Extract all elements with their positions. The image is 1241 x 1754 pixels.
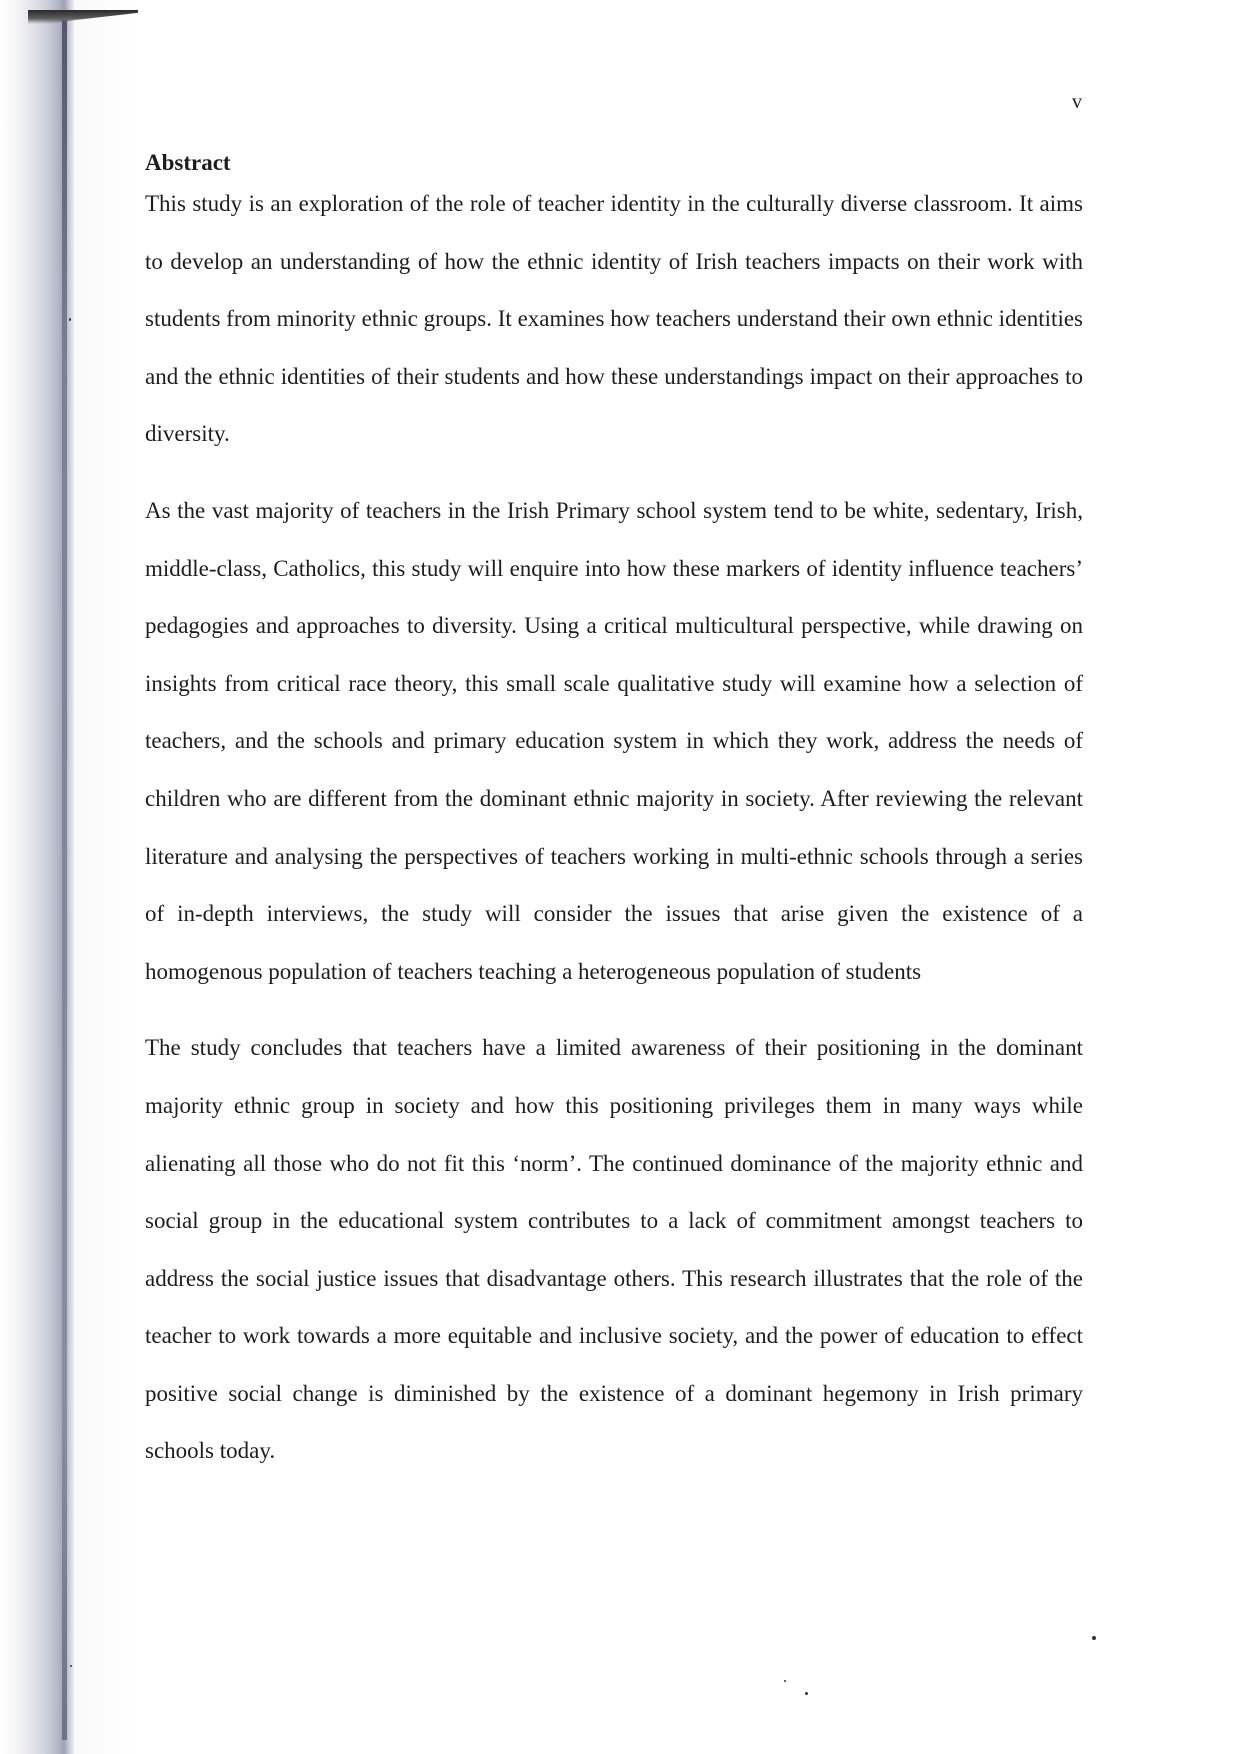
binding-corner-mark: [28, 10, 138, 24]
scan-speck: [70, 1665, 72, 1667]
scan-speck: [805, 1692, 808, 1695]
abstract-paragraph-2: As the vast majority of teachers in the Irish Primary school system tend to be white, sedentary, Irish, middle-class, Catholics, this study will enquire into how these markers of identity influence teachers’ pedagogies and approaches to diversity. Using a critical multicultural perspective, while drawing on insights from critical race theory, this small scale qualitative study will examine how a selection of teachers, and the schools and primary education system in which they work, address the needs of children who are different from the dominant ethnic majority in society. After reviewing the relevant literature and analysing the perspectives of teachers working in multi-ethnic schools through a series of in-depth interviews, the study will consider the issues that arise given the existence of a homogenous population of teachers teaching a heterogeneous population of students: [145, 497, 1083, 984]
binding-shadow: [62, 20, 67, 1740]
page-number: v: [1072, 91, 1082, 113]
scan-speck: [1092, 1636, 1096, 1640]
scan-speck: [69, 318, 71, 321]
abstract-body: [145, 175, 1083, 1499]
abstract-heading: Abstract: [145, 150, 231, 175]
abstract-paragraph-3: The study concludes that teachers have a limited awareness of their positioning in the dominant majority ethnic group in society and how this positioning privileges them in many ways while alienating all those who do not fit this ‘norm’. The continued dominance of the majority ethnic and social group in the educational system contributes to a lack of commitment amongst teachers to address the social justice issues that disadvantage others. This research illustrates that the role of the teacher to work towards a more equitable and inclusive society, and the power of education to effect positive social change is diminished by the existence of a dominant hegemony in Irish primary schools today.: [145, 1035, 1083, 1464]
abstract-paragraph-1: This study is an exploration of the role of teacher identity in the culturally diverse classroom. It aims to develop an understanding of how the ethnic identity of Irish teachers impacts on their work with students from minority ethnic groups. It examines how teachers understand their own ethnic identities and the ethnic identities of their students and how these understandings impact on their approaches to diversity.: [145, 191, 1083, 447]
scan-speck: [784, 1680, 786, 1682]
